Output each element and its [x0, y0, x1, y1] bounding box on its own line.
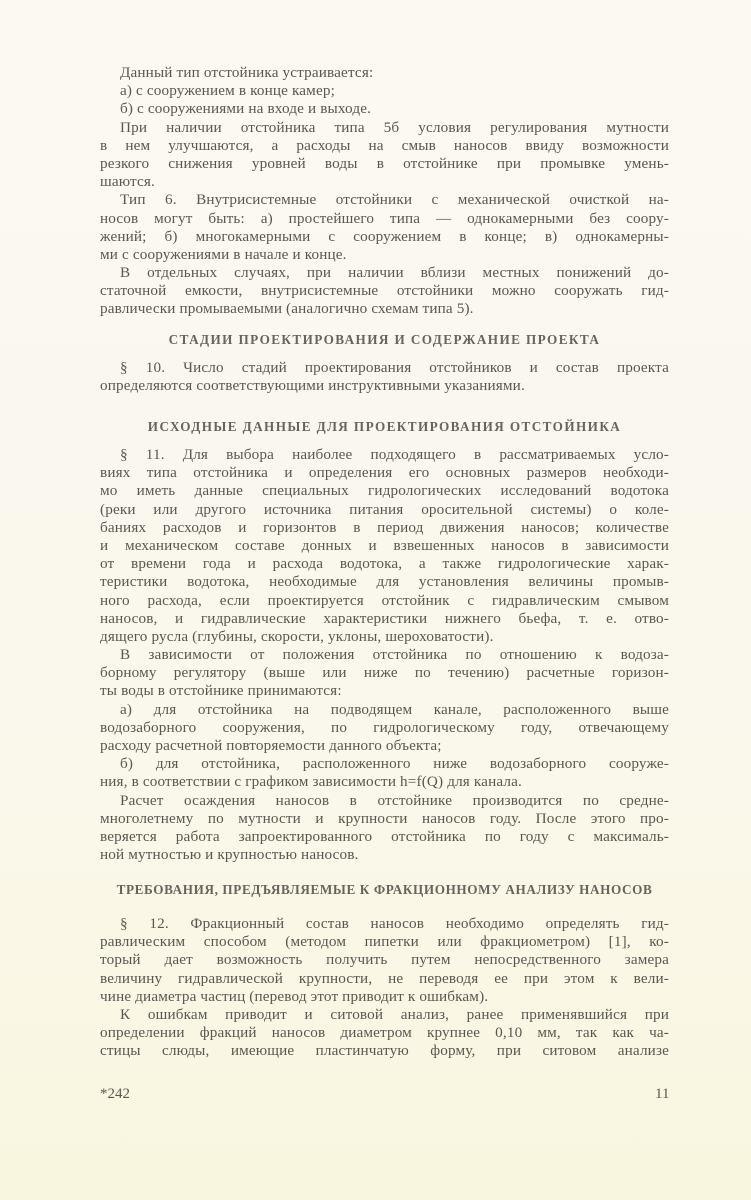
text-line: ми с сооружениями в начале и конце.	[100, 245, 347, 263]
text-line: определяются соответствующими инструктивными указаниями.	[100, 377, 525, 395]
section-heading-design-stages: СТАДИИ ПРОЕКТИРОВАНИЯ И СОДЕРЖАНИЕ ПРОЕКТА	[168, 332, 601, 347]
text-line: ного расхода, если проектируется отстойник с гидравлическим смывом	[100, 591, 669, 609]
paragraph	[100, 119, 669, 192]
text-line: многолетнему по мутности и крупности наносов году. После этого про-	[100, 809, 669, 827]
page-number: 11	[655, 1086, 670, 1102]
paragraph	[100, 755, 669, 791]
text-line: Данный тип отстойника устраивается:	[120, 64, 374, 81]
text-line: теристики водотока, необходимые для установления величины промыв-	[100, 573, 669, 591]
paragraph	[100, 792, 669, 865]
text-line: Тип 6. Внутрисистемные отстойники с механической очисткой на-	[120, 191, 669, 209]
text-line: ния, в соответствии с графиком зависимости h=f(Q) для канала.	[100, 773, 522, 791]
text-line: В отдельных случаях, при наличии вблизи местных понижений до-	[120, 264, 669, 282]
text-line: § 12. Фракционный состав наносов необходимо определять гид-	[120, 915, 669, 932]
text-line: ты воды в отстойнике принимаются:	[100, 682, 342, 700]
text-line: дящего русла (глубины, скорости, уклоны, шероховатости).	[100, 627, 494, 645]
text-line: равлическим способом (методом пипетки или фракциометром) [1], ко-	[100, 933, 669, 951]
text-line: торый дает возможность получить путем непосредственного замера	[100, 951, 669, 969]
text-line: борному регулятору (выше или ниже по течению) расчетные горизон-	[100, 664, 669, 682]
text-line: водозаборного сооружения, по гидрологическому году, отвечающему	[100, 718, 669, 736]
text-block-section-10	[100, 359, 669, 395]
paragraph	[100, 191, 669, 264]
text-line: ной мутностью и крупностью наносов.	[100, 846, 359, 864]
text-line: равлически промываемыми (аналогично схемам типа 5).	[100, 300, 474, 318]
paragraph	[100, 446, 669, 646]
text-line: в нем улучшаются, а расходы на смыв наносов ввиду возможности	[100, 136, 669, 154]
paragraph	[100, 264, 669, 319]
text-line: мо иметь данные специальных гидрологических исследований водотока	[100, 482, 669, 500]
text-line: § 10. Число стадий проектирования отстойников и состав проекта	[120, 359, 669, 376]
paragraph	[100, 82, 669, 100]
text-line: а) с сооружением в конце камер;	[120, 82, 335, 100]
text-line: статочной емкости, внутрисистемные отстойники можно сооружать гид-	[100, 282, 669, 300]
paragraph	[100, 64, 669, 82]
text-block-section-11	[100, 446, 669, 864]
text-line: от времени года и расхода водотока, а также гидрологические харак-	[100, 555, 669, 573]
text-line: носов могут быть: а) простейшего типа — однокамерными без соору-	[100, 209, 669, 227]
text-line: При наличии отстойника типа 5б условия регулирования мутности	[120, 118, 669, 136]
paragraph	[100, 359, 669, 395]
text-line: К ошибкам приводит и ситовой анализ, ранее применявшийся при	[120, 1005, 669, 1023]
text-line: Расчет осаждения наносов в отстойнике производится по средне-	[120, 791, 669, 809]
text-line: и механическом составе донных и взвешенных наносов в зависимости	[100, 536, 669, 554]
text-line: резкого снижения уровней воды в отстойнике при промывке умень-	[100, 154, 669, 172]
text-line: чине диаметра частиц (перевод этот приводит к ошибкам).	[100, 987, 489, 1005]
paragraph	[100, 915, 669, 1006]
text-line: В зависимости от положения отстойника по отношению к водоза-	[120, 646, 669, 664]
text-line: (реки или другого источника питания оросительной системы) о коле-	[100, 500, 669, 518]
text-line: баниях расходов и горизонтов в период движения наносов; количестве	[100, 518, 669, 536]
printer-signature: *242	[100, 1086, 130, 1102]
text-line: шаются.	[100, 173, 155, 191]
text-line: величину гидравлической крупности, не переводя ее при этом к вели-	[100, 969, 669, 987]
text-line: наносов, и гидравлические характеристики нижнего бьефа, т. е. отво-	[100, 609, 669, 627]
text-block-intro	[100, 64, 669, 319]
text-line: стицы слюды, имеющие пластинчатую форму, при ситовом анализе	[100, 1042, 669, 1060]
text-line: б) с сооружениями на входе и выходе.	[120, 100, 372, 118]
paragraph	[100, 100, 669, 118]
text-line: а) для отстойника на подводящем канале, расположенного выше	[120, 700, 669, 718]
section-heading-fraction-analysis: ТРЕБОВАНИЯ, ПРЕДЪЯВЛЯЕМЫЕ К ФРАКЦИОННОМУ АНАЛИЗУ НАНОСОВ	[116, 882, 653, 897]
text-line: веряется работа запроектированного отстойника по году с максималь-	[100, 827, 669, 845]
paragraph	[100, 701, 669, 756]
text-block-section-12	[100, 915, 669, 1061]
text-line: расходу расчетной повторяемости данного объекта;	[100, 737, 442, 754]
paragraph	[100, 1006, 669, 1061]
paragraph	[100, 646, 669, 701]
text-line: определении фракций наносов диаметром крупнее 0,10 мм, так как ча-	[100, 1024, 669, 1042]
section-heading-initial-data: ИСХОДНЫЕ ДАННЫЕ ДЛЯ ПРОЕКТИРОВАНИЯ ОТСТОЙНИКА	[147, 419, 622, 434]
text-line: § 11. Для выбора наиболее подходящего в рассматриваемых усло-	[120, 446, 669, 463]
text-line: б) для отстойника, расположенного ниже водозаборного сооруже-	[120, 755, 669, 773]
text-line: виях типа отстойника и определения его основных размеров необходи-	[100, 464, 669, 482]
text-line: жений; б) многокамерными с сооружением в конце; в) однокамерны-	[100, 227, 669, 245]
